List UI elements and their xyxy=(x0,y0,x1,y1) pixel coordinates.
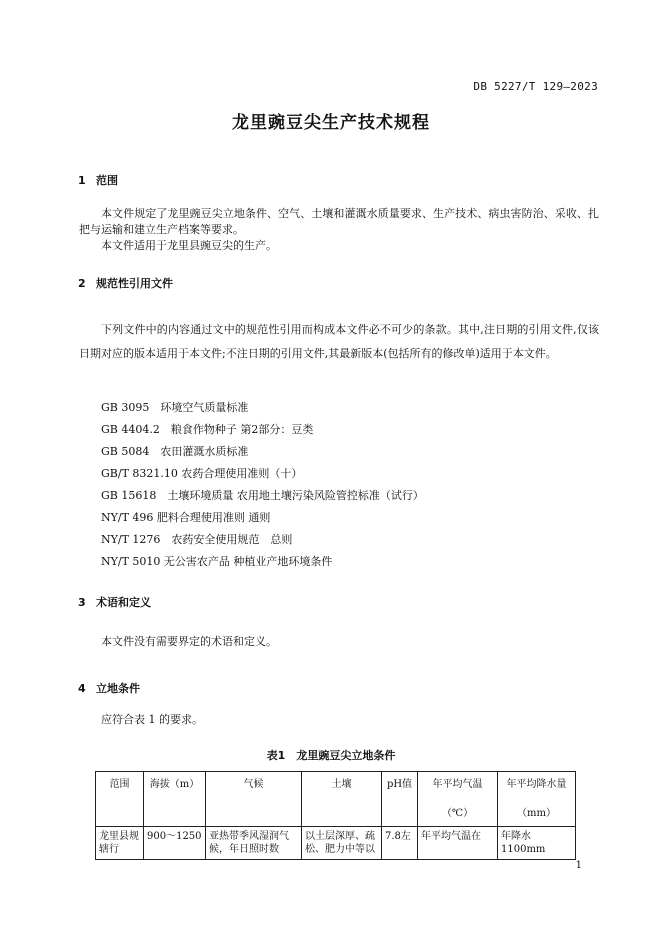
header-temperature xyxy=(418,772,498,827)
cell-altitude: 900～1250 xyxy=(144,827,206,860)
section-title: 规范性引用文件 xyxy=(96,277,173,290)
section-2-heading xyxy=(78,275,173,291)
reference-item: NY/T 1276 农药安全使用规范 总则 xyxy=(101,533,293,546)
header-soil: 土壤 xyxy=(302,772,382,827)
terms-paragraph: 本文件没有需要界定的术语和定义。 xyxy=(101,635,277,648)
references-intro: 下列文件中的内容通过文中的规范性引用而构成本文件必不可少的条款。其中,注日期的引用文件,仅该日期对应的版本适用于本文件;不注日期的引用文件,其最新版本(包括所有的修改单)适用于本文件。 xyxy=(79,323,599,360)
header-temperature-label: 年平均气温 xyxy=(432,779,483,790)
reference-item: NY/T 496 肥料合理使用准则 通则 xyxy=(101,511,271,524)
section-number: 4 xyxy=(78,682,86,695)
section-4-heading xyxy=(78,680,140,696)
header-scope: 范围 xyxy=(96,772,144,827)
reference-item: GB/T 8321.10 农药合理使用准则（十） xyxy=(101,467,303,480)
site-conditions-table xyxy=(95,771,576,860)
reference-list xyxy=(101,397,601,573)
cell-ph: 7.8左 xyxy=(382,827,418,860)
section-3-heading xyxy=(78,594,151,610)
header-rainfall-unit: （mm） xyxy=(517,808,556,819)
header-altitude: 海拔（m） xyxy=(144,772,206,827)
section-number: 1 xyxy=(78,174,86,187)
reference-item: GB 4404.2 粮食作物种子 第2部分：豆类 xyxy=(101,423,314,436)
reference-item: GB 15618 土壤环境质量 农用地土壤污染风险管控标准（试行） xyxy=(101,489,424,502)
table-header-row xyxy=(96,772,576,827)
header-rainfall xyxy=(498,772,576,827)
cell-temperature: 年平均气温在 xyxy=(418,827,498,860)
cell-scope: 龙里县规辖行 xyxy=(96,827,144,860)
scope-paragraph-2: 本文件适用于龙里县豌豆尖的生产。 xyxy=(101,239,277,252)
page-number: 1 xyxy=(575,860,582,871)
reference-item: NY/T 5010 无公害农产品 种植业产地环境条件 xyxy=(101,555,333,568)
table-caption: 表1 龙里豌豆尖立地条件 xyxy=(266,749,396,762)
section-1-heading xyxy=(78,172,118,188)
header-temperature-unit: （℃） xyxy=(441,808,474,819)
header-rainfall-label: 年平均降水量 xyxy=(506,779,567,790)
section-number: 3 xyxy=(78,596,86,609)
document-title: 龙里豌豆尖生产技术规程 xyxy=(232,113,430,133)
header-ph: pH值 xyxy=(382,772,418,827)
header-climate: 气候 xyxy=(206,772,302,827)
cell-soil: 以土层深厚、疏松、肥力中等以 xyxy=(302,827,382,860)
reference-item: GB 3095 环境空气质量标准 xyxy=(101,401,249,414)
cell-rainfall: 年降水 1100mm xyxy=(498,827,576,860)
cell-climate: 亚热带季风湿润气候，年日照时数 xyxy=(206,827,302,860)
site-paragraph: 应符合表 1 的要求。 xyxy=(101,713,203,726)
reference-item: GB 5084 农田灌溉水质标准 xyxy=(101,445,249,458)
section-title: 立地条件 xyxy=(96,682,140,695)
section-number: 2 xyxy=(78,277,86,290)
document-id: DB 5227/T 129—2023 xyxy=(473,80,598,93)
scope-paragraph-1: 本文件规定了龙里豌豆尖立地条件、空气、土壤和灌溉水质量要求、生产技术、病虫害防治、采收、扎把与运输和建立生产档案等要求。 xyxy=(79,207,599,236)
table-row xyxy=(96,827,576,860)
section-title: 范围 xyxy=(96,174,118,187)
section-title: 术语和定义 xyxy=(96,596,151,609)
